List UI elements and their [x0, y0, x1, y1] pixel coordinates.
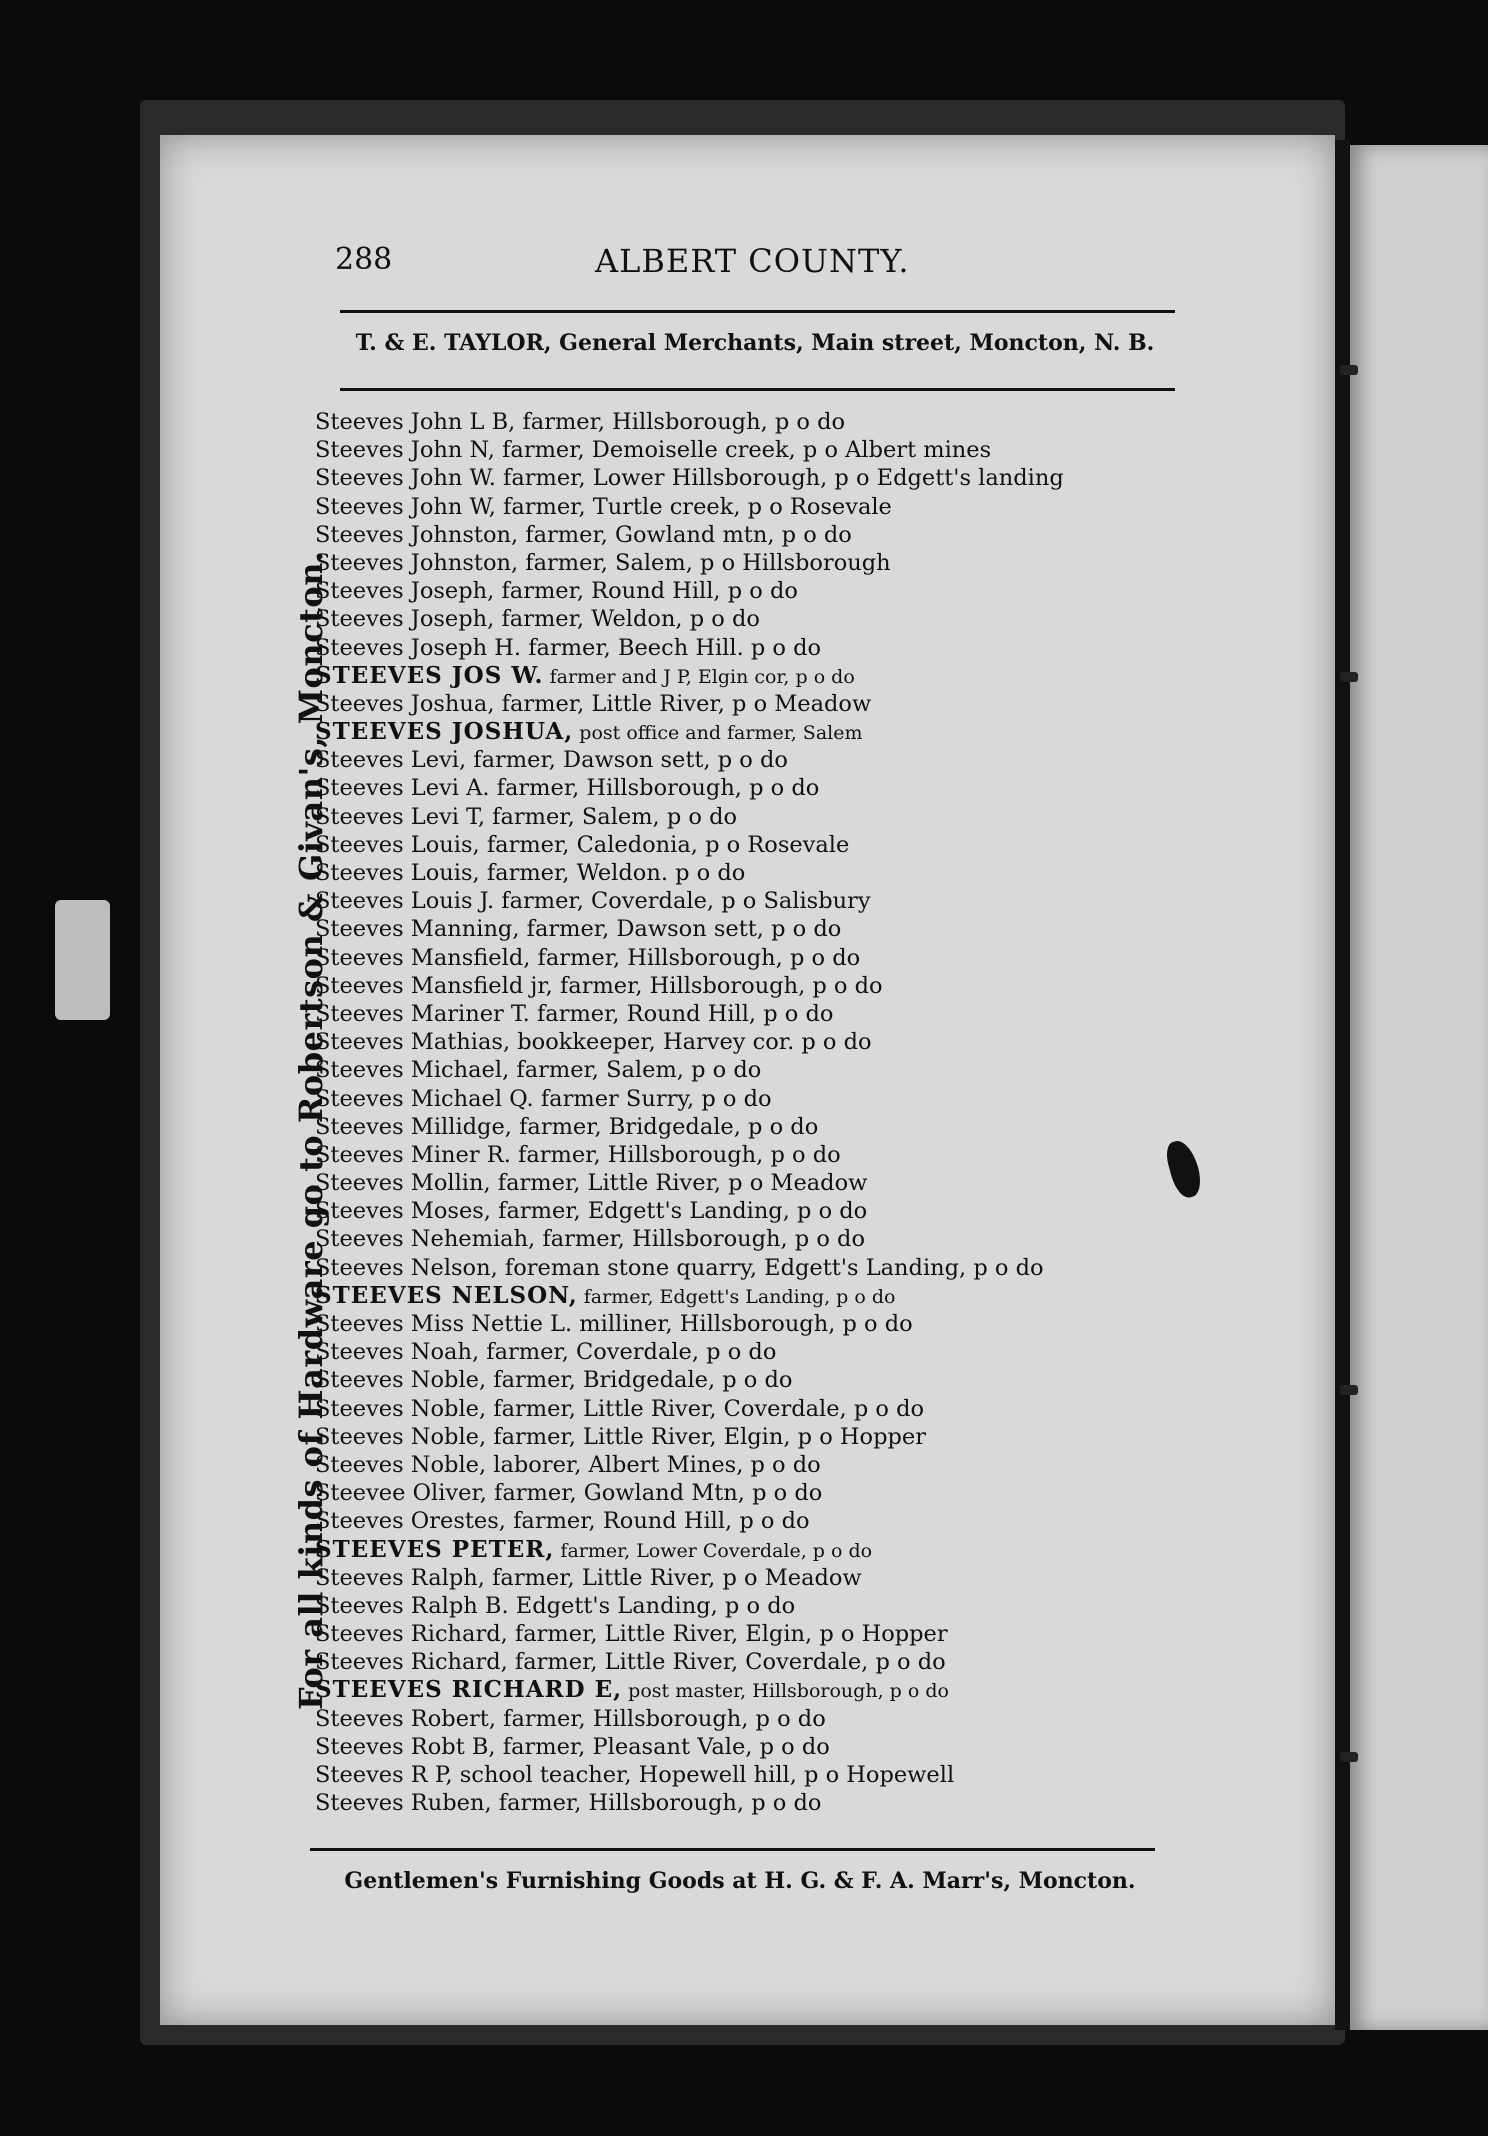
- directory-entry: [315, 1395, 1195, 1423]
- header-rule: [340, 310, 1175, 313]
- directory-entry: [315, 944, 1195, 972]
- entry-description: foreman stone quarry, Edgett's Landing, p o do: [497, 1254, 1044, 1281]
- directory-entry: [315, 1451, 1195, 1479]
- entry-name: Steeves Levi A.: [315, 775, 490, 802]
- entry-name: Steeves Mansfield,: [315, 944, 531, 971]
- directory-entry: [315, 549, 1195, 577]
- binding-thread-mark: [1340, 672, 1358, 682]
- entry-name: Steeves Ralph B.: [315, 1592, 509, 1619]
- entry-name: Steeves Noble,: [315, 1451, 487, 1478]
- entry-name: Steeves Mariner T.: [315, 1000, 530, 1027]
- entry-description: farmer, Lower Coverdale, p o do: [554, 1539, 873, 1562]
- entry-description: farmer, Lower Hillsborough, p o Edgett's landing: [495, 465, 1064, 492]
- directory-entry: [315, 1676, 1195, 1704]
- entry-description: farmer, Little River, Elgin, p o Hopper: [507, 1621, 948, 1648]
- directory-entry: [315, 408, 1195, 436]
- entry-name: Steeves Levi,: [315, 747, 467, 774]
- entry-description: farmer, Pleasant Vale, p o do: [495, 1733, 830, 1760]
- book-gutter: [1335, 140, 1350, 2030]
- directory-entry: [315, 803, 1195, 831]
- binding-thread-mark: [1340, 365, 1358, 375]
- side-advertisement: For all kinds of Hardware go to Robertson & Givan's, Moncton.: [292, 550, 330, 1710]
- page-header: [335, 238, 1165, 288]
- entry-name: Steeves Noble,: [315, 1395, 487, 1422]
- entry-name: Steeves Moses,: [315, 1198, 491, 1225]
- directory-entry: [315, 493, 1195, 521]
- directory-entry: [315, 605, 1195, 633]
- entry-name: Steeves Noah,: [315, 1339, 480, 1366]
- entry-name: Steeves Ruben,: [315, 1790, 492, 1817]
- directory-entry: [315, 1423, 1195, 1451]
- directory-entry: [315, 577, 1195, 605]
- entry-name: Steeves Manning,: [315, 916, 520, 943]
- entry-description: farmer, Weldon, p o do: [494, 606, 760, 633]
- entry-description: farmer, Hillsborough, p o do: [535, 1226, 866, 1253]
- entry-name: Steevee Oliver,: [315, 1480, 487, 1507]
- directory-entry: [315, 1620, 1195, 1648]
- entry-name: Steeves John W,: [315, 493, 496, 520]
- entry-name: Steeves Louis,: [315, 831, 480, 858]
- page-number: 288: [335, 242, 393, 277]
- directory-entry: [315, 887, 1195, 915]
- entry-description: farmer, Beech Hill. p o do: [521, 634, 822, 661]
- directory-entry: [315, 690, 1195, 718]
- directory-entry: [315, 972, 1195, 1000]
- facing-page: [1350, 145, 1488, 2030]
- entry-description: farmer, Little River, Coverdale, p o do: [486, 1395, 925, 1422]
- directory-entry: [315, 1056, 1195, 1084]
- directory-entry: [315, 1085, 1195, 1113]
- entry-description: farmer, Gowland mtn, p o do: [518, 521, 852, 548]
- entry-description: farmer, Hillsborough, p o do: [489, 775, 820, 802]
- entry-name: Steeves Joshua,: [315, 690, 495, 717]
- entry-name: Steeves Joseph H.: [315, 634, 522, 661]
- directory-entry: [315, 1282, 1195, 1310]
- directory-entry: [315, 436, 1195, 464]
- entry-description: farmer, Hillsborough, p o do: [530, 944, 861, 971]
- entry-description: farmer Surry, p o do: [533, 1085, 772, 1112]
- entry-description: farmer, Edgett's Landing, p o do: [490, 1198, 868, 1225]
- entry-name: Steeves Nelson,: [315, 1254, 498, 1281]
- entry-name: Steeves Millidge,: [315, 1113, 512, 1140]
- entry-description: farmer, Weldon. p o do: [479, 860, 746, 886]
- entry-name: Steeves Noble,: [315, 1367, 487, 1394]
- entry-description: farmer, Salem, p o do: [484, 803, 738, 830]
- directory-entry: [315, 464, 1195, 492]
- entry-description: farmer, Little River, Elgin, p o Hopper: [486, 1423, 926, 1450]
- entry-name: Steeves Louis,: [315, 860, 480, 886]
- directory-entry: [315, 831, 1195, 859]
- entry-description: farmer, Round Hill, p o do: [494, 578, 798, 605]
- entry-name: Steeves Johnston,: [315, 549, 519, 576]
- entry-name: Steeves Miss Nettie L.: [315, 1311, 573, 1337]
- entry-description: farmer, Edgett's Landing, p o do: [577, 1285, 896, 1308]
- entry-name: Steeves Mollin,: [315, 1170, 491, 1197]
- entry-name: STEEVES NELSON,: [315, 1281, 578, 1309]
- entry-description: farmer and J P, Elgin cor, p o do: [543, 665, 855, 688]
- directory-entry: [315, 1254, 1195, 1282]
- entry-description: farmer, Turtle creek, p o Rosevale: [495, 493, 892, 520]
- directory-entry: [315, 1705, 1195, 1733]
- directory-entry: [315, 746, 1195, 774]
- binding-thread-mark: [1340, 1385, 1358, 1395]
- directory-entry: [315, 1564, 1195, 1592]
- entry-name: STEEVES JOSHUA,: [315, 718, 574, 746]
- entry-description: farmer, Dawson sett, p o do: [519, 916, 842, 943]
- directory-entry: [315, 1733, 1195, 1761]
- entry-description: post office and farmer, Salem: [573, 722, 863, 745]
- entry-name: Steeves Michael Q.: [315, 1085, 534, 1112]
- entry-name: Steeves Richard,: [315, 1649, 508, 1676]
- directory-entry: [315, 1789, 1195, 1817]
- entry-name: Steeves Nehemiah,: [315, 1226, 536, 1253]
- entry-name: Steeves Robert,: [315, 1705, 496, 1732]
- entry-name: Steeves Joseph,: [315, 578, 495, 605]
- directory-entry: [315, 1507, 1195, 1535]
- entry-description: farmer, Bridgedale, p o do: [486, 1367, 793, 1394]
- binding-thread-mark: [1340, 1752, 1358, 1762]
- entry-description: farmer, Hillsborough, p o do: [495, 1705, 826, 1732]
- entry-description: farmer, Coverdale, p o Salisbury: [494, 888, 871, 915]
- entry-name: STEEVES RICHARD E,: [315, 1676, 623, 1704]
- entry-description: farmer, Dawson sett, p o do: [466, 747, 788, 774]
- directory-entry: [315, 1366, 1195, 1394]
- entry-description: farmer, Hillsborough, p o do: [552, 972, 883, 999]
- entry-name: Steeves John L B,: [315, 409, 516, 435]
- directory-entry: [315, 1141, 1195, 1169]
- entry-description: farmer, Little River, p o Meadow: [484, 1564, 862, 1591]
- entry-description: school teacher, Hopewell hill, p o Hopewell: [452, 1762, 955, 1788]
- directory-entry: [315, 1338, 1195, 1366]
- entry-description: farmer, Hillsborough, p o do: [510, 1141, 841, 1168]
- entry-description: farmer, Coverdale, p o do: [479, 1339, 777, 1366]
- directory-entry: [315, 1197, 1195, 1225]
- directory-entries: [315, 408, 1195, 1817]
- entry-name: Steeves Joseph,: [315, 606, 495, 633]
- entry-name: Steeves Robt B,: [315, 1733, 496, 1760]
- entry-description: bookkeeper, Harvey cor. p o do: [510, 1029, 872, 1056]
- entry-description: farmer, Round Hill, p o do: [529, 1000, 834, 1027]
- entry-description: farmer, Round Hill, p o do: [505, 1508, 810, 1535]
- entry-name: Steeves Mathias,: [315, 1029, 511, 1056]
- entry-name: Steeves John N,: [315, 437, 495, 464]
- directory-entry: [315, 1113, 1195, 1141]
- bottom-advertisement: Gentlemen's Furnishing Goods at H. G. & F. A. Marr's, Moncton.: [344, 1868, 1136, 1894]
- entry-name: Steeves Richard,: [315, 1621, 508, 1648]
- directory-entry: [315, 718, 1195, 746]
- entry-description: farmer, Demoiselle creek, p o Albert mines: [494, 437, 992, 464]
- directory-entry: [315, 634, 1195, 662]
- ad-rule: [340, 388, 1175, 391]
- entry-name: Steeves Mansfield jr,: [315, 972, 553, 999]
- entry-name: Steeves Orestes,: [315, 1508, 506, 1535]
- directory-entry: [315, 1536, 1195, 1564]
- entry-name: Steeves Johnston,: [315, 521, 519, 548]
- directory-entry: [315, 1592, 1195, 1620]
- entry-name: Steeves Ralph,: [315, 1564, 485, 1591]
- directory-entry: [315, 915, 1195, 943]
- entry-name: Steeves John W.: [315, 465, 496, 492]
- directory-entry: [315, 774, 1195, 802]
- directory-entry: [315, 1479, 1195, 1507]
- directory-entry: [315, 1761, 1195, 1789]
- entry-name: Steeves Noble,: [315, 1423, 487, 1450]
- entry-name: Steeves Miner R.: [315, 1141, 511, 1168]
- entry-description: farmer, Salem, p o Hillsborough: [518, 549, 891, 576]
- directory-entry: [315, 1028, 1195, 1056]
- directory-entry: [315, 859, 1195, 887]
- footer-rule: [310, 1848, 1155, 1851]
- directory-entry: [315, 1225, 1195, 1253]
- entry-description: Edgett's Landing, p o do: [508, 1592, 796, 1619]
- directory-entry: [315, 1000, 1195, 1028]
- entry-description: farmer, Little River, p o Meadow: [494, 690, 872, 717]
- directory-entry: [315, 1310, 1195, 1338]
- entry-description: farmer, Bridgedale, p o do: [511, 1113, 819, 1140]
- directory-entry: [315, 662, 1195, 690]
- entry-name: STEEVES PETER,: [315, 1535, 555, 1563]
- entry-description: farmer, Hillsborough, p o do: [515, 409, 846, 435]
- entry-description: farmer, Salem, p o do: [509, 1057, 762, 1084]
- entry-description: farmer, Hillsborough, p o do: [491, 1790, 822, 1817]
- torn-edge: [55, 900, 110, 1020]
- entry-name: Steeves Louis J.: [315, 888, 495, 915]
- entry-name: STEEVES JOS W.: [315, 661, 544, 689]
- entry-description: farmer, Gowland Mtn, p o do: [486, 1480, 823, 1507]
- entry-description: farmer, Little River, p o Meadow: [490, 1170, 868, 1197]
- entry-description: farmer, Little River, Coverdale, p o do: [507, 1649, 946, 1676]
- directory-entry: [315, 1169, 1195, 1197]
- entry-name: Steeves Levi T,: [315, 803, 485, 830]
- directory-entry: [315, 521, 1195, 549]
- entry-name: Steeves Michael,: [315, 1057, 510, 1084]
- directory-entry: [315, 1648, 1195, 1676]
- entry-description: post master, Hillsborough, p o do: [622, 1680, 949, 1703]
- top-advertisement: T. & E. TAYLOR, General Merchants, Main street, Moncton, N. B.: [355, 330, 1155, 356]
- entry-description: farmer, Caledonia, p o Rosevale: [479, 831, 850, 858]
- entry-name: Steeves R P,: [315, 1762, 453, 1788]
- entry-description: laborer, Albert Mines, p o do: [486, 1451, 821, 1478]
- entry-description: milliner, Hillsborough, p o do: [572, 1311, 913, 1337]
- running-title: ALBERT COUNTY.: [595, 242, 910, 280]
